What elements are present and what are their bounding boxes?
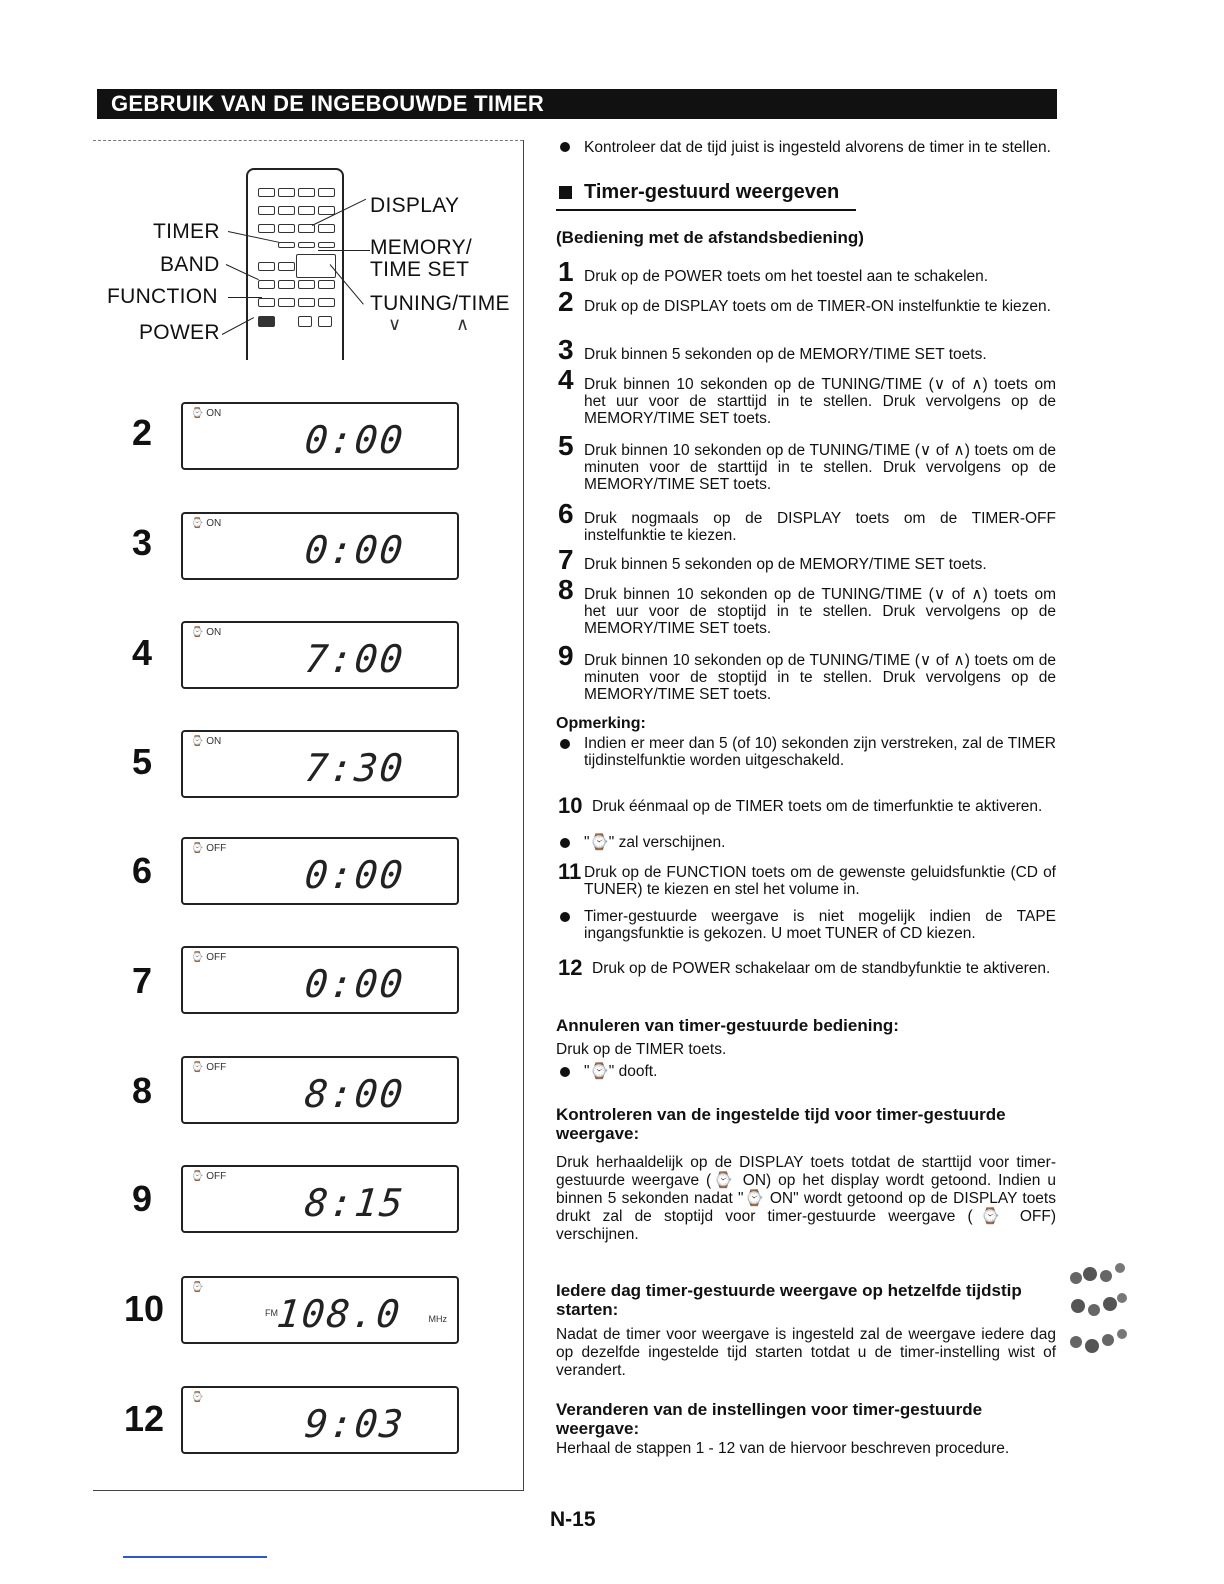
remote-button [298, 242, 315, 248]
remote-button [258, 206, 275, 215]
square-bullet-icon [559, 186, 572, 199]
timer-indicator: ⌚ OFF [191, 843, 227, 854]
remote-button [298, 188, 315, 197]
remote-button [258, 298, 275, 307]
step-number: 8 [558, 574, 574, 605]
timer-indicator: ⌚ ON [191, 518, 222, 529]
bullet-icon [560, 739, 570, 749]
bullet-icon [560, 838, 570, 848]
check-text: Druk herhaaldelijk op de DISPLAY toets totdat de starttijd voor timer-gestuurde weergave (⌚ ON) op het display wordt getoond. Indien u binnen 5 sekonden nadat "⌚ ON" wordt getoond op de DISPLAY toets drukt zal de stoptijd voor timer-gestuurde weergave (⌚ OFF) verschijnen. [556, 1154, 1056, 1243]
remote-button [318, 298, 335, 307]
lcd-panel [181, 1056, 459, 1124]
lcd-time: 9:03 [303, 1402, 408, 1446]
step-text: Druk binnen 10 sekonden op de TUNING/TIME (∨ of ∧) toets om de minuten voor de stoptijd in te stellen. Druk vervolgens op de MEMORY/TIME SET toets. [584, 652, 1056, 703]
lcd-panel [181, 621, 459, 689]
section-title: Timer-gestuurd weergeven [584, 181, 840, 203]
leader-line-function [228, 297, 262, 298]
note-text: Indien er meer dan 5 (of 10) sekonden zijn verstreken, zal de TIMER tijdinstelfunktie worden uitgeschakeld. [584, 735, 1056, 769]
remote-button [278, 280, 295, 289]
step-text: Druk binnen 10 sekonden op de TUNING/TIME (∨ of ∧) toets om het uur voor de stoptijd in te stellen. Druk vervolgens op de MEMORY/TIME SET toets. [584, 586, 1056, 637]
lcd-time: 7:30 [303, 746, 408, 790]
remote-button [278, 262, 295, 271]
panel-step-number: 2 [131, 412, 153, 453]
step-text: Druk binnen 5 sekonden op de MEMORY/TIME SET toets. [584, 556, 987, 573]
step-note: Timer-gestuurde weergave is niet mogelijk indien de TAPE ingangsfunktie is gekozen. U moet TUNER of CD kiezen. [584, 908, 1056, 942]
timer-indicator: ⌚ ON [191, 408, 222, 419]
lcd-time: 0:00 [303, 853, 408, 897]
remote-button [318, 188, 335, 197]
step-number: 5 [558, 430, 574, 461]
remote-button [278, 188, 295, 197]
remote-button [278, 224, 295, 233]
remote-button [298, 316, 312, 327]
timer-indicator: ⌚ [191, 1392, 204, 1403]
remote-button [258, 262, 275, 271]
lcd-panel [181, 730, 459, 798]
lcd-time: 0:00 [303, 418, 408, 462]
lcd-time: 0:00 [303, 528, 408, 572]
cancel-title: Annuleren van timer-gestuurde bediening: [556, 1016, 899, 1035]
step-text: Druk op de POWER schakelaar om de standbyfunktie te aktiveren. [592, 960, 1051, 977]
page-number: N-15 [550, 1508, 596, 1531]
daily-title: Iedere dag timer-gestuurde weergave op hetzelfde tijdstip starten: [556, 1281, 1022, 1319]
remote-button [258, 188, 275, 197]
panel-step-number: 3 [131, 522, 153, 563]
band-indicator: FM [265, 1308, 278, 1318]
timer-indicator: ⌚ OFF [191, 1171, 227, 1182]
change-title: Veranderen van de instellingen voor timer-gestuurde weergave: [556, 1400, 983, 1438]
cancel-text: Druk op de TIMER toets. [556, 1041, 727, 1058]
step-number: 2 [558, 286, 574, 317]
step-number: 7 [558, 544, 574, 575]
lcd-time: 8:00 [303, 1072, 408, 1116]
step-text: Druk op de POWER toets om het toestel aan te schakelen. [584, 268, 989, 285]
cancel-note: "⌚" dooft. [584, 1063, 658, 1080]
lcd-panel [181, 1165, 459, 1233]
lcd-time: 7:00 [303, 637, 408, 681]
bullet-icon [560, 912, 570, 922]
lcd-panel [181, 837, 459, 905]
label-memory: MEMORY/ [370, 236, 473, 259]
panel-step-number: 9 [131, 1178, 153, 1219]
step-number: 10 [558, 793, 583, 818]
step-text: Druk binnen 5 sekonden op de MEMORY/TIME SET toets. [584, 346, 987, 363]
label-display: DISPLAY [370, 194, 460, 217]
label-time-set: TIME SET [370, 258, 470, 281]
down-arrow-icon: ∨ [388, 314, 402, 334]
step-number: 9 [558, 640, 574, 671]
remote-button [278, 298, 295, 307]
lcd-panel [181, 1276, 459, 1344]
step-number: 1 [558, 256, 574, 287]
step-number: 4 [558, 364, 574, 395]
step-text: Druk éénmaal op de TIMER toets om de timerfunktie te aktiveren. [592, 798, 1043, 815]
daily-text: Nadat de timer voor weergave is ingesteld zal de weergave iedere dag op dezelfde ingestelde tijd starten totdat u de timer-instelling wist of verandert. [556, 1326, 1056, 1379]
remote-button [298, 206, 315, 215]
subsection-title: (Bediening met de afstandsbediening) [556, 228, 864, 247]
panel-step-number: 6 [131, 850, 153, 891]
panel-step-number: 4 [131, 632, 153, 673]
step-number: 3 [558, 334, 574, 365]
intro-note: Kontroleer dat de tijd juist is ingesteld alvorens de timer in te stellen. [584, 139, 1051, 156]
title-underline [556, 209, 856, 211]
timer-indicator: ⌚ ON [191, 736, 222, 747]
timer-indicator: ⌚ OFF [191, 952, 227, 963]
lcd-time: 8:15 [303, 1181, 408, 1225]
remote-button [278, 242, 295, 248]
leader-line-memory [318, 250, 370, 251]
remote-button [298, 280, 315, 289]
bullet-icon [560, 142, 570, 152]
step-number: 12 [558, 955, 583, 980]
change-text: Herhaal de stappen 1 - 12 van de hiervoor beschreven procedure. [556, 1440, 1010, 1457]
remote-button [298, 298, 315, 307]
lcd-panel [181, 1386, 459, 1454]
check-title: Kontroleren van de ingestelde tijd voor timer-gestuurde weergave: [556, 1105, 1006, 1143]
bottom-rule [123, 1556, 267, 1558]
remote-button [258, 224, 275, 233]
panel-step-number: 8 [131, 1070, 153, 1111]
remote-button [278, 206, 295, 215]
step-number: 11 [558, 859, 582, 884]
remote-button [318, 280, 335, 289]
step-text: Druk binnen 10 sekonden op de TUNING/TIME (∨ of ∧) toets om het uur voor de starttijd in te stellen. Druk vervolgens op de MEMORY/TIME SET toets. [584, 376, 1056, 427]
step-text: Druk binnen 10 sekonden op de TUNING/TIME (∨ of ∧) toets om de minuten voor de starttijd in te stellen. Druk vervolgens op de MEMORY/TIME SET toets. [584, 442, 1056, 493]
step-text: Druk op de DISPLAY toets om de TIMER-ON instelfunktie te kiezen. [584, 298, 1051, 315]
timer-indicator: ⌚ ON [191, 627, 222, 638]
label-tuning-time: TUNING/TIME [370, 292, 510, 315]
label-power: POWER [139, 321, 220, 344]
panel-step-number: 7 [131, 960, 153, 1001]
note-title: Opmerking: [556, 715, 646, 732]
remote-button [318, 224, 335, 233]
remote-button [318, 242, 335, 248]
label-band: BAND [160, 253, 220, 276]
up-arrow-icon: ∧ [456, 314, 470, 334]
section-banner: GEBRUIK VAN DE INGEBOUWDE TIMER [97, 89, 1057, 119]
label-timer: TIMER [153, 220, 220, 243]
lcd-panel [181, 402, 459, 470]
step-text: Druk op de FUNCTION toets om de gewenste geluidsfunktie (CD of TUNER) te kiezen en stel het volume in. [584, 864, 1056, 898]
timer-indicator: ⌚ [191, 1282, 204, 1293]
lcd-panel [181, 946, 459, 1014]
unit-indicator: MHz [428, 1314, 447, 1324]
timer-indicator: ⌚ OFF [191, 1062, 227, 1073]
lcd-frequency: 108.0 [274, 1292, 404, 1336]
remote-button [258, 280, 275, 289]
step-text: Druk nogmaals op de DISPLAY toets om de TIMER-OFF instelfunktie te kiezen. [584, 510, 1056, 544]
power-button [258, 316, 275, 327]
decorative-halftone [1066, 1258, 1128, 1366]
step-number: 6 [558, 498, 574, 529]
remote-button [318, 316, 332, 327]
panel-step-number: 5 [131, 741, 153, 782]
bullet-icon [560, 1067, 570, 1077]
label-function: FUNCTION [107, 285, 218, 308]
lcd-time: 0:00 [303, 962, 408, 1006]
panel-step-number: 12 [123, 1398, 165, 1439]
lcd-panel [181, 512, 459, 580]
step-note: "⌚" zal verschijnen. [584, 834, 726, 851]
panel-step-number: 10 [123, 1288, 165, 1329]
